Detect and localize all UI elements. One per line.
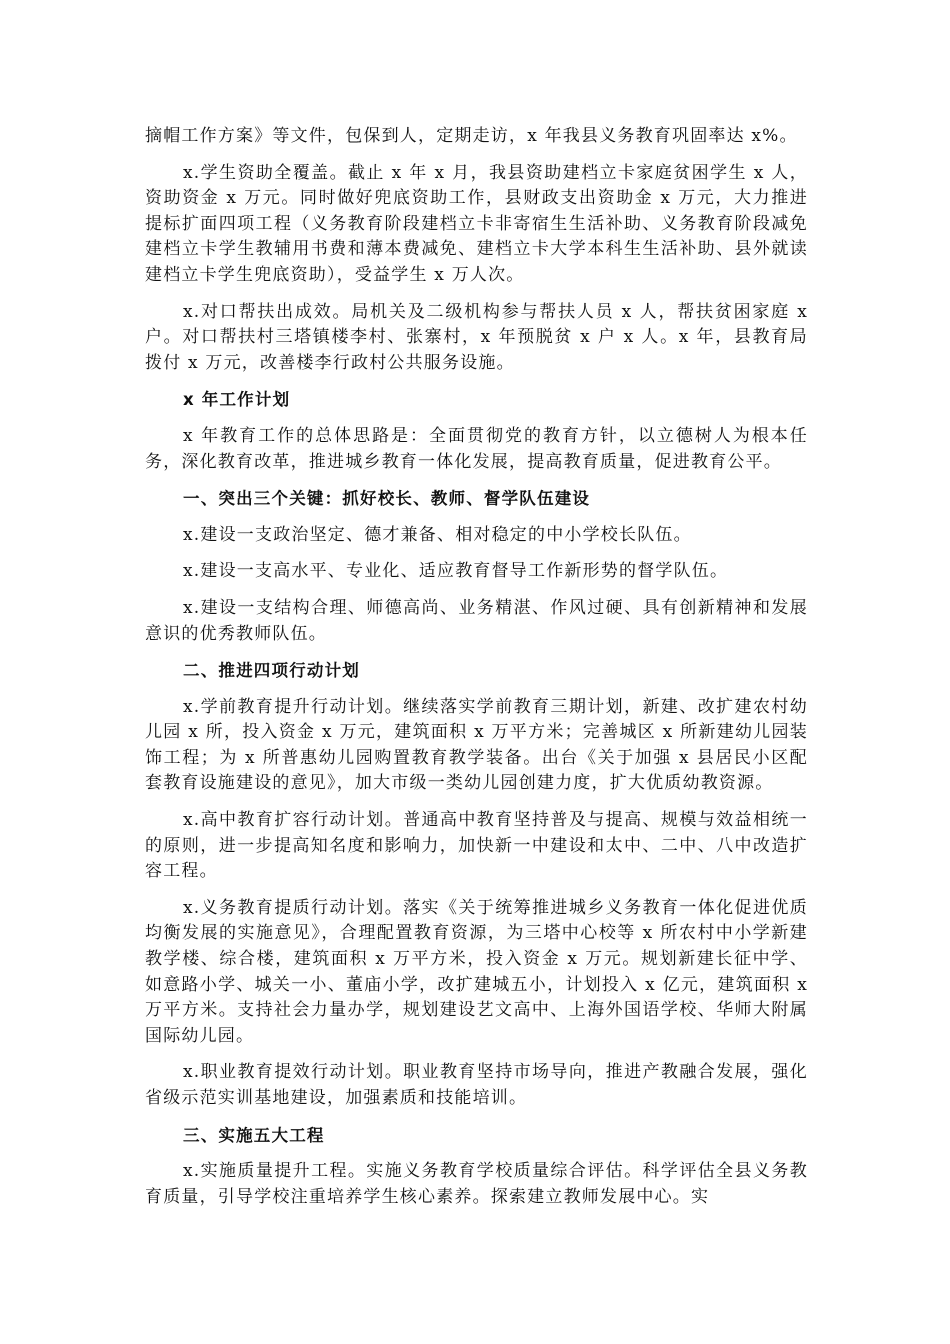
section-heading: 一、突出三个关键：抓好校长、教师、督学队伍建设 <box>183 489 591 509</box>
paragraph: x.学生资助全覆盖。截止 x 年 x 月，我县资助建档立卡家庭贫困学生 x 人，资助资金 x 万元。同时做好兜底资助工作，县财政支出资助金 x 万元，大力推进提标扩面四项工程（义务教育阶段建档立卡非寄宿生生活补助、义务教育阶段减免建档立卡学生教辅用书费和薄本费减免、建档立卡大学本科生生活补助、县外就读建档立卡学生兜底资助），受益学生 x 万人次。 <box>145 162 808 285</box>
document-page <box>145 124 808 1221</box>
paragraph: x.职业教育提效行动计划。职业教育坚持市场导向，推进产教融合发展，强化省级示范实训基地建设，加强素质和技能培训。 <box>145 1062 808 1108</box>
paragraph: x.建设一支高水平、专业化、适应教育督导工作新形势的督学队伍。 <box>183 561 729 582</box>
paragraph: x.高中教育扩容行动计划。普通高中教育坚持普及与提高、规模与效益相统一的原则，进一步提高知名度和影响力，加快新一中建设和太中、二中、八中改造扩容工程。 <box>145 810 808 882</box>
section-heading: 二、推进四项行动计划 <box>183 661 360 681</box>
paragraph: x.对口帮扶出成效。局机关及二级机构参与帮扶人员 x 人，帮扶贫困家庭 x 户。对口帮扶村三塔镇楼李村、张寨村，x 年预脱贫 x 户 x 人。x 年，县教育局拨付 x 万元，改善楼李行政村公共服务设施。 <box>145 301 808 373</box>
paragraph: x.义务教育提质行动计划。落实《关于统筹推进城乡义务教育一体化促进优质均衡发展的实施意见》，合理配置教育资源，为三塔中心校等 x 所农村中小学新建教学楼、综合楼，建筑面积 x 万平方米，投入资金 x 万元。规划新建长征中学、如意路小学、城关一小、董庙小学，改扩建城五小，计划投入 x 亿元，建筑面积 x 万平方米。支持社会力量办学，规划建设艺文高中、上海外国语学校、华师大附属国际幼儿园。 <box>145 897 808 1046</box>
section-heading: 三、实施五大工程 <box>183 1125 325 1145</box>
paragraph: x.实施质量提升工程。实施义务教育学校质量综合评估。科学评估全县义务教育质量，引导学校注重培养学生核心素养。探索建立教师发展中心。实 <box>145 1161 808 1207</box>
paragraph: x.建设一支政治坚定、德才兼备、相对稳定的中小学校长队伍。 <box>183 524 692 545</box>
paragraph: x.学前教育提升行动计划。继续落实学前教育三期计划，新建、改扩建农村幼儿园 x 所，投入资金 x 万元，建筑面积 x 万平方米；完善城区 x 所新建幼儿园装饰工程；为 x 所普惠幼儿园购置教育教学装备。出台《关于加强 x 县居民小区配套教育设施建设的意见》，加大市级一类幼儿园创建力度，扩大优质幼教资源。 <box>145 696 808 794</box>
paragraph: 摘帽工作方案》等文件，包保到人，定期走访，x 年我县义务教育巩固率达 x%。 <box>145 126 798 146</box>
paragraph: x 年教育工作的总体思路是：全面贯彻党的教育方针，以立德树人为根本任务，深化教育改革，推进城乡教育一体化发展，提高教育质量，促进教育公平。 <box>145 425 808 472</box>
section-heading: x 年工作计划 <box>183 390 291 410</box>
paragraph: x.建设一支结构合理、师德高尚、业务精湛、作风过硬、具有创新精神和发展意识的优秀教师队伍。 <box>145 597 808 644</box>
